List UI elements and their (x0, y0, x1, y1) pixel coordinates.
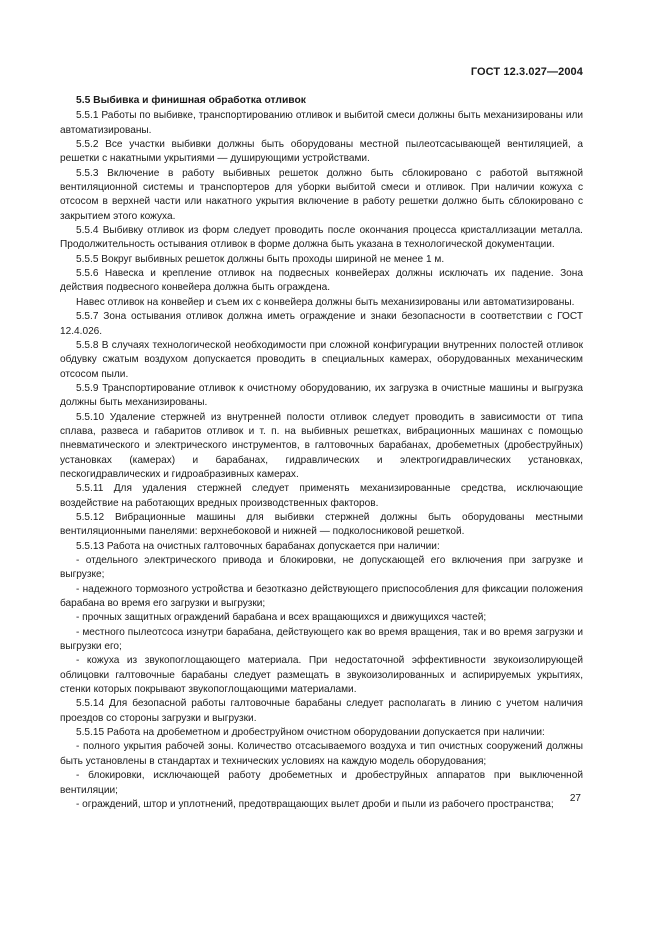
list-item: - надежного тормозного устройства и безотказно действующего приспособления для фиксации положения барабана во время его загрузки и выгрузки; (60, 583, 583, 610)
page-number: 27 (569, 793, 581, 804)
list-item: - кожуха из звукопоглощающего материала. При недостаточной эффективности звукоизолирующей облицовки галтовочные барабаны следует размещать в звукоизолированных и аспирируемых укрытиях, стенки которых покрывают звукопоглощающими материалами. (60, 655, 583, 696)
paragraph: 5.5.5 Вокруг выбивных решеток должны быть проходы шириной не менее 1 м. (76, 253, 445, 265)
paragraph: 5.5.15 Работа на дробеметном и дробеструйном очистном оборудовании допускается при наличии: (76, 727, 545, 739)
paragraph: 5.5.4 Выбивку отливок из форм следует проводить после окончания процесса кристаллизации металла. Продолжительность остывания отливок в форме должна быть указана в технологической документации. (60, 225, 583, 251)
paragraph: 5.5.1 Работы по выбивке, транспортированию отливок и выбитой смеси должны быть механизированы или автоматизированы. (60, 110, 583, 136)
paragraph: 5.5.11 Для удаления стержней следует применять механизированные средства, исключающие воздействие на работающих вредных производственных факторов. (60, 483, 583, 509)
paragraph: 5.5.9 Транспортирование отливок к очистному оборудованию, их загрузка в очистные машины и выгрузка должны быть механизированы. (60, 382, 583, 409)
paragraph: 5.5.2 Все участки выбивки должны быть оборудованы местной пылеотсасывающей вентиляцией, а решетки с накатными укрытиями — душирующими устройствами. (60, 139, 583, 165)
page-content (60, 94, 583, 812)
paragraph: 5.5.8 В случаях технологической необходимости при сложной конфигурации внутренних полостей отливок обдувку сжатым воздухом допускается проводить в специальных камерах, оборудованных механическим отсосом пыли. (60, 339, 583, 380)
list-item: - полного укрытия рабочей зоны. Количество отсасываемого воздуха и тип очистных сооружений должны быть установлены в стандартах и технических условиях на каждую модель оборудования; (60, 741, 583, 767)
list-item: - прочных защитных ограждений барабана и всех вращающихся и движущихся частей; (76, 612, 487, 624)
list-item: - отдельного электрического привода и блокировки, не допускающей его включения при загрузке и выгрузке; (60, 555, 583, 581)
paragraph: 5.5.10 Удаление стержней из внутренней полости отливок следует проводить в зависимости от типа сплава, развеса и габаритов отливок и т. п. на выбивных решетках, вибрационных машинах с помощью пневматического и электрического инструментов, в галтовочных барабанах, дробеметных (дробеструйных) установках (камерах) и барабанах, гидравлических и электрогидравлических установках, пескогидравлических и гидроабразивных камерах. (60, 411, 583, 480)
list-item: - ограждений, штор и уплотнений, предотвращающих вылет дроби и пыли из рабочего пространства; (76, 798, 554, 810)
paragraph: 5.5.7 Зона остывания отливок должна иметь ограждение и знаки безопасности в соответствии с ГОСТ 12.4.026. (60, 311, 583, 337)
paragraph: 5.5.3 Включение в работу выбивных решеток должно быть сблокировано с работой вытяжной вентиляционной системы и транспортеров для уборки выбитой смеси и отливок. При наличии кожуха с отсосом в верхней части или накатного укрытия включение в работу решетки должно быть сблокировано с закрытием этого кожуха. (60, 167, 583, 222)
section-title: 5.5 Выбивка и финишная обработка отливок (76, 95, 306, 106)
paragraph: 5.5.13 Работа на очистных галтовочных барабанах допускается при наличии: (76, 540, 440, 552)
paragraph: 5.5.14 Для безопасной работы галтовочные барабаны следует располагать в линию с учетом наличия проездов со стороны загрузки и выгрузки. (60, 698, 583, 724)
list-item: - местного пылеотсоса изнутри барабана, действующего как во время вращения, так и во время загрузки и выгрузки его; (60, 626, 583, 653)
paragraph: 5.5.12 Вибрационные машины для выбивки стержней должны быть оборудованы местными вентиляционными панелями: верхнебоковой и нижней — подколосниковой решеткой. (60, 511, 583, 538)
paragraph: 5.5.6 Навеска и крепление отливок на подвесных конвейерах должны исключать их падение. Зона действия подвесного конвейера должна быть ограждена. (60, 268, 583, 294)
list-item: - блокировки, исключающей работу дробеметных и дробеструйных аппаратов при выключенной вентиляции; (60, 770, 583, 796)
paragraph: Навес отливок на конвейер и съем их с конвейера должны быть механизированы или автоматизированы. (76, 296, 575, 308)
standard-header: ГОСТ 12.3.027—2004 (470, 66, 583, 78)
